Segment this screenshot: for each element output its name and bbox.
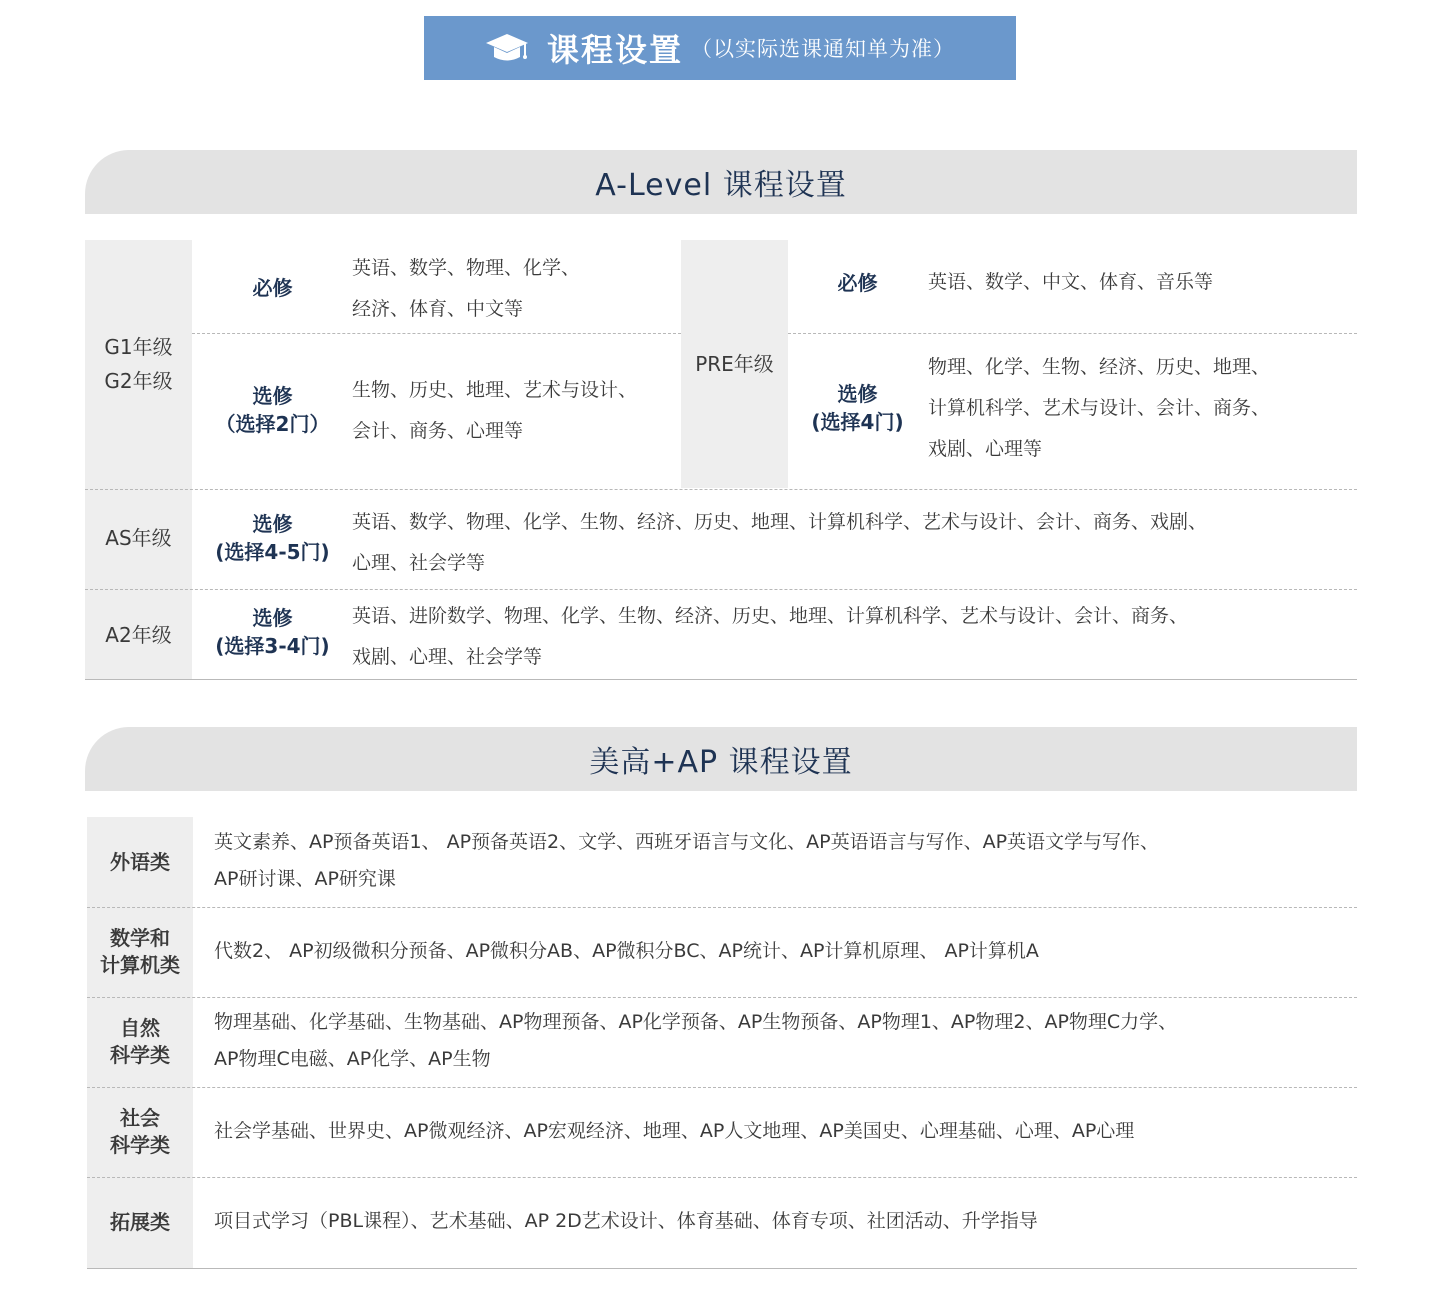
as-elective-note: (选择4-5门): [215, 540, 330, 564]
g12-required-label: [195, 250, 350, 326]
g12-elective-note: （选择2门）: [215, 412, 330, 436]
g12-elective-label: [195, 370, 350, 450]
divider: [87, 907, 1357, 908]
ap-row-line2: AP研讨课、AP研究课: [214, 868, 396, 890]
a2-line2: 戏剧、心理、社会学等: [352, 646, 543, 668]
pre-elective-text: 选修: [837, 382, 878, 406]
category-line1: 数学和: [110, 926, 170, 950]
alevel-title-text: A-Level 课程设置: [595, 168, 847, 203]
ap-section-title: [85, 727, 1357, 791]
grade-as: AS年级: [105, 526, 172, 550]
divider: [192, 333, 681, 334]
category-line1: 社会: [120, 1106, 160, 1130]
ap-row-line2: AP物理C电磁、AP化学、AP生物: [214, 1048, 491, 1070]
graduation-cap-icon: [485, 30, 529, 66]
a2-line1: 英语、进阶数学、物理、化学、生物、经济、历史、地理、计算机科学、艺术与设计、会计、商务、: [352, 605, 1189, 627]
g12-elective-line1: 生物、历史、地理、艺术与设计、: [352, 379, 638, 401]
divider: [788, 333, 1357, 334]
pre-required-label: [790, 266, 925, 300]
ap-row-line1: 代数2、 AP初级微积分预备、AP微积分AB、AP微积分BC、AP统计、AP计算机原理、 AP计算机A: [214, 940, 1039, 962]
divider: [85, 489, 1357, 490]
category-line1: 外语类: [110, 849, 170, 874]
divider: [87, 997, 1357, 998]
ap-row-line1: 项目式学习（PBL课程）、艺术基础、AP 2D艺术设计、体育基础、体育专项、社团活动、升学指导: [214, 1210, 1038, 1232]
pre-elective-line3: 戏剧、心理等: [928, 438, 1043, 460]
ap-row-courses: [214, 1113, 1354, 1150]
divider: [87, 1087, 1357, 1088]
as-line2: 心理、社会学等: [352, 552, 486, 574]
pre-elective-label: [790, 368, 925, 448]
grade-pre: PRE年级: [695, 352, 774, 376]
section-bottom-line: [85, 679, 1357, 680]
a2-courses: [352, 596, 1352, 678]
category-line2: 科学类: [110, 1043, 170, 1067]
as-line1: 英语、数学、物理、化学、生物、经济、历史、地理、计算机科学、艺术与设计、会计、商务、戏剧、: [352, 511, 1208, 533]
category-line2: 科学类: [110, 1133, 170, 1157]
ap-row-line1: 社会学基础、世界史、AP微观经济、AP宏观经济、地理、AP人文地理、AP美国史、心理基础、心理、AP心理: [214, 1120, 1135, 1142]
category-line1: 拓展类: [110, 1209, 170, 1234]
ap-row-courses: [214, 933, 1354, 970]
banner-subtitle: （以实际选课通知单为准）: [691, 37, 955, 61]
ap-category-label: [87, 1087, 193, 1177]
g12-required-line2: 经济、体育、中文等: [352, 298, 524, 320]
g12-elective-text: 选修: [252, 384, 293, 408]
grade-label-a2: [85, 617, 192, 653]
ap-category-label: [87, 907, 193, 997]
a2-elective-note: (选择3-4门): [215, 634, 330, 658]
ap-row-line1: 物理基础、化学基础、生物基础、AP物理预备、AP化学预备、AP生物预备、AP物理1、AP物理2、AP物理C力学、: [214, 1011, 1178, 1033]
g12-elective-line2: 会计、商务、心理等: [352, 420, 524, 442]
g12-required-text: 必修: [252, 276, 293, 300]
grade-label-g1-g2: [85, 240, 192, 488]
header-banner: [424, 16, 1016, 80]
pre-elective-courses: [928, 347, 1353, 470]
section-bottom-line: [87, 1268, 1357, 1269]
pre-elective-line2: 计算机科学、艺术与设计、会计、商务、: [928, 397, 1271, 419]
divider: [85, 589, 1357, 590]
category-line1: 自然: [120, 1016, 160, 1040]
ap-category-label: [87, 997, 193, 1087]
grade-a2: A2年级: [105, 623, 172, 647]
pre-elective-line1: 物理、化学、生物、经济、历史、地理、: [928, 356, 1271, 378]
pre-required-line: 英语、数学、中文、体育、音乐等: [928, 271, 1214, 293]
alevel-section-title: [85, 150, 1357, 214]
g12-required-courses: [352, 248, 682, 330]
divider: [87, 1177, 1357, 1178]
g12-elective-courses: [352, 370, 682, 452]
grade-g2: G2年级: [104, 369, 173, 393]
ap-row-courses: [214, 824, 1354, 898]
ap-title-text: 美高+AP 课程设置: [589, 745, 853, 780]
ap-row-courses: [214, 1004, 1354, 1078]
pre-elective-note: (选择4门): [811, 410, 904, 434]
as-elective-text: 选修: [252, 512, 293, 536]
ap-category-label: [87, 1177, 193, 1267]
g12-required-line1: 英语、数学、物理、化学、: [352, 257, 581, 279]
ap-category-label: [87, 817, 193, 907]
grade-label-pre: [681, 346, 788, 382]
pre-required-text: 必修: [837, 271, 878, 295]
a2-elective-text: 选修: [252, 606, 293, 630]
pre-required-courses: [928, 262, 1348, 303]
category-line2: 计算机类: [100, 953, 180, 977]
ap-row-courses: [214, 1203, 1354, 1240]
a2-elective-label: [195, 592, 350, 672]
grade-g1: G1年级: [104, 335, 173, 359]
grade-label-as: [85, 520, 192, 556]
as-elective-label: [195, 498, 350, 578]
banner-title: 课程设置: [546, 31, 683, 69]
ap-row-line1: 英文素养、AP预备英语1、 AP预备英语2、文学、西班牙语言与文化、AP英语语言与写作、AP英语文学与写作、: [214, 831, 1160, 853]
as-courses: [352, 502, 1352, 584]
